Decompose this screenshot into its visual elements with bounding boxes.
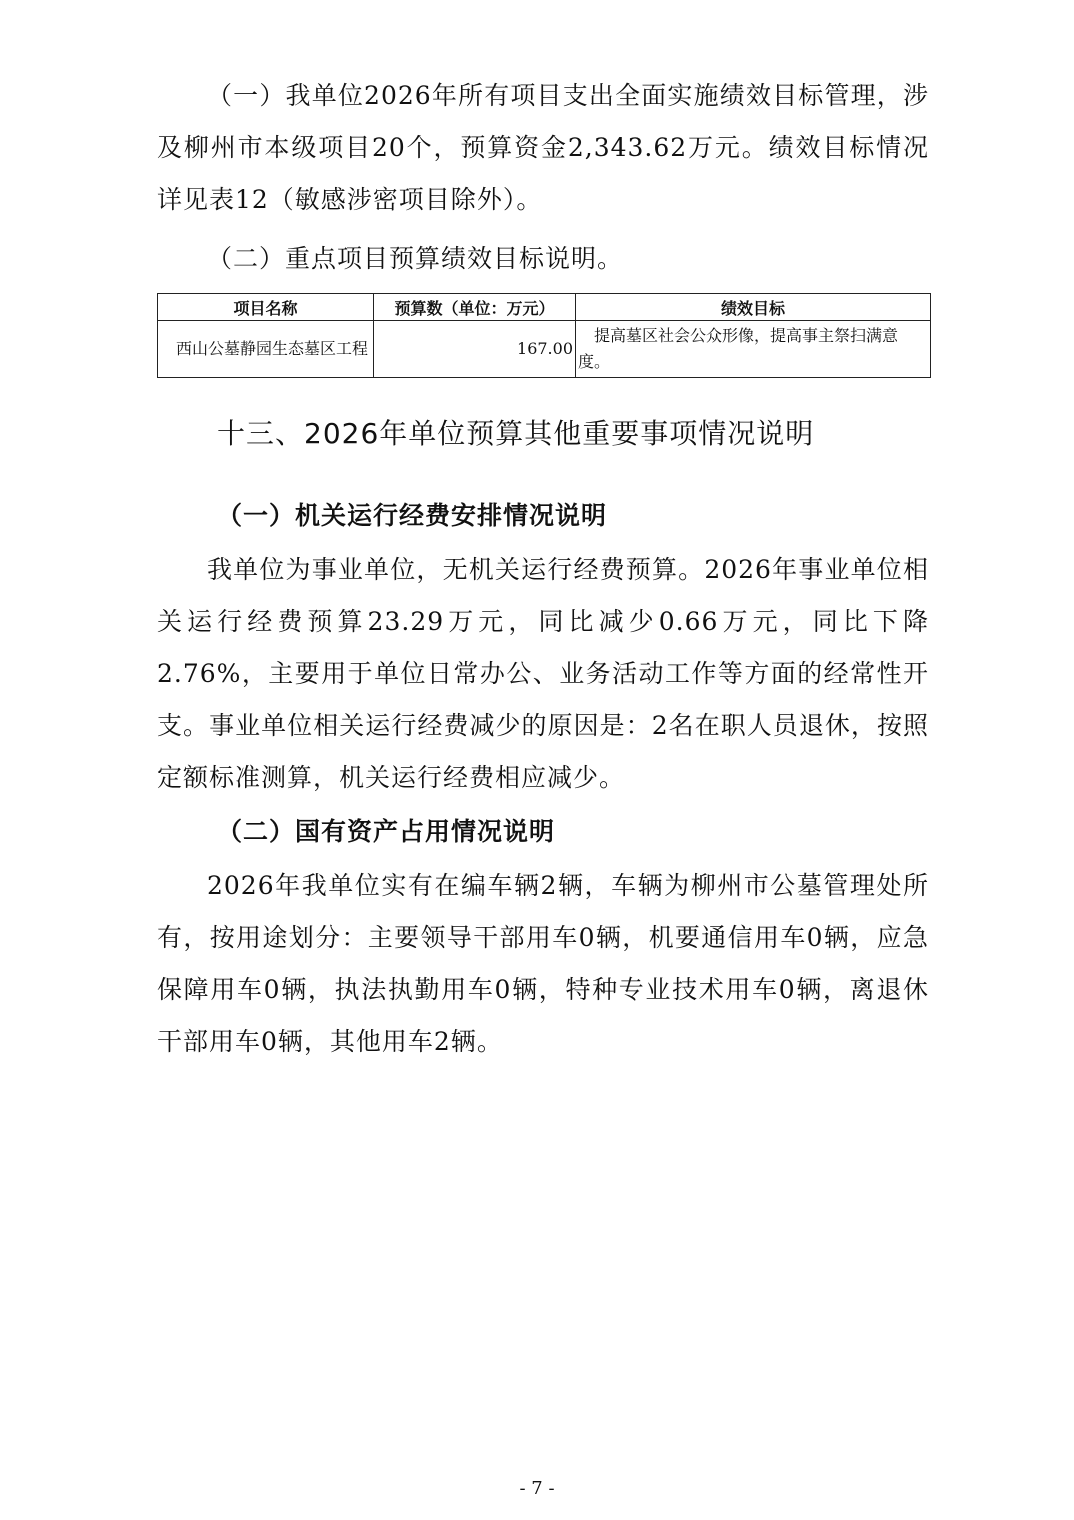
paragraph-key-project-intro: （二）重点项目预算绩效目标说明。 <box>207 244 624 273</box>
cell-project-name: 西山公墓静园生态墓区工程 <box>158 321 374 378</box>
header-budget-amount: 预算数（单位：万元） <box>374 294 576 321</box>
cell-budget-amount: 167.00 <box>374 321 576 378</box>
header-project-name: 项目名称 <box>158 294 374 321</box>
cell-performance-goal: 提高墓区社会公众形像，提高事主祭扫满意度。 <box>576 321 931 378</box>
subsection-state-assets-heading: （二）国有资产占用情况说明 <box>217 817 556 846</box>
key-project-table <box>157 293 931 378</box>
page-number: - 7 - <box>519 1478 555 1499</box>
table-row <box>158 321 931 378</box>
paragraph-performance-management: （一）我单位2026年所有项目支出全面实施绩效目标管理，涉及柳州市本级项目20个，预算资金2,343.62万元。绩效目标情况详见表12（敏感涉密项目除外）。 <box>157 81 929 214</box>
paragraph-operating-funds: 我单位为事业单位，无机关运行经费预算。2026年事业单位相关运行经费预算23.29万元，同比减少0.66万元，同比下降2.76%，主要用于单位日常办公、业务活动工作等方面的经常性开支。事业单位相关运行经费减少的原因是：2名在职人员退休，按照定额标准测算，机关运行经费相应减少。 <box>157 555 929 792</box>
section-13-heading: 十三、2026年单位预算其他重要事项情况说明 <box>217 417 815 450</box>
document-body <box>157 70 929 1068</box>
table-header-row <box>158 294 931 321</box>
header-performance-goal: 绩效目标 <box>576 294 931 321</box>
paragraph-state-assets: 2026年我单位实有在编车辆2辆，车辆为柳州市公墓管理处所有，按用途划分：主要领导干部用车0辆，机要通信用车0辆，应急保障用车0辆，执法执勤用车0辆，特种专业技术用车0辆，离退休干部用车0辆，其他用车2辆。 <box>157 871 929 1056</box>
subsection-operating-funds-heading: （一）机关运行经费安排情况说明 <box>217 501 608 530</box>
